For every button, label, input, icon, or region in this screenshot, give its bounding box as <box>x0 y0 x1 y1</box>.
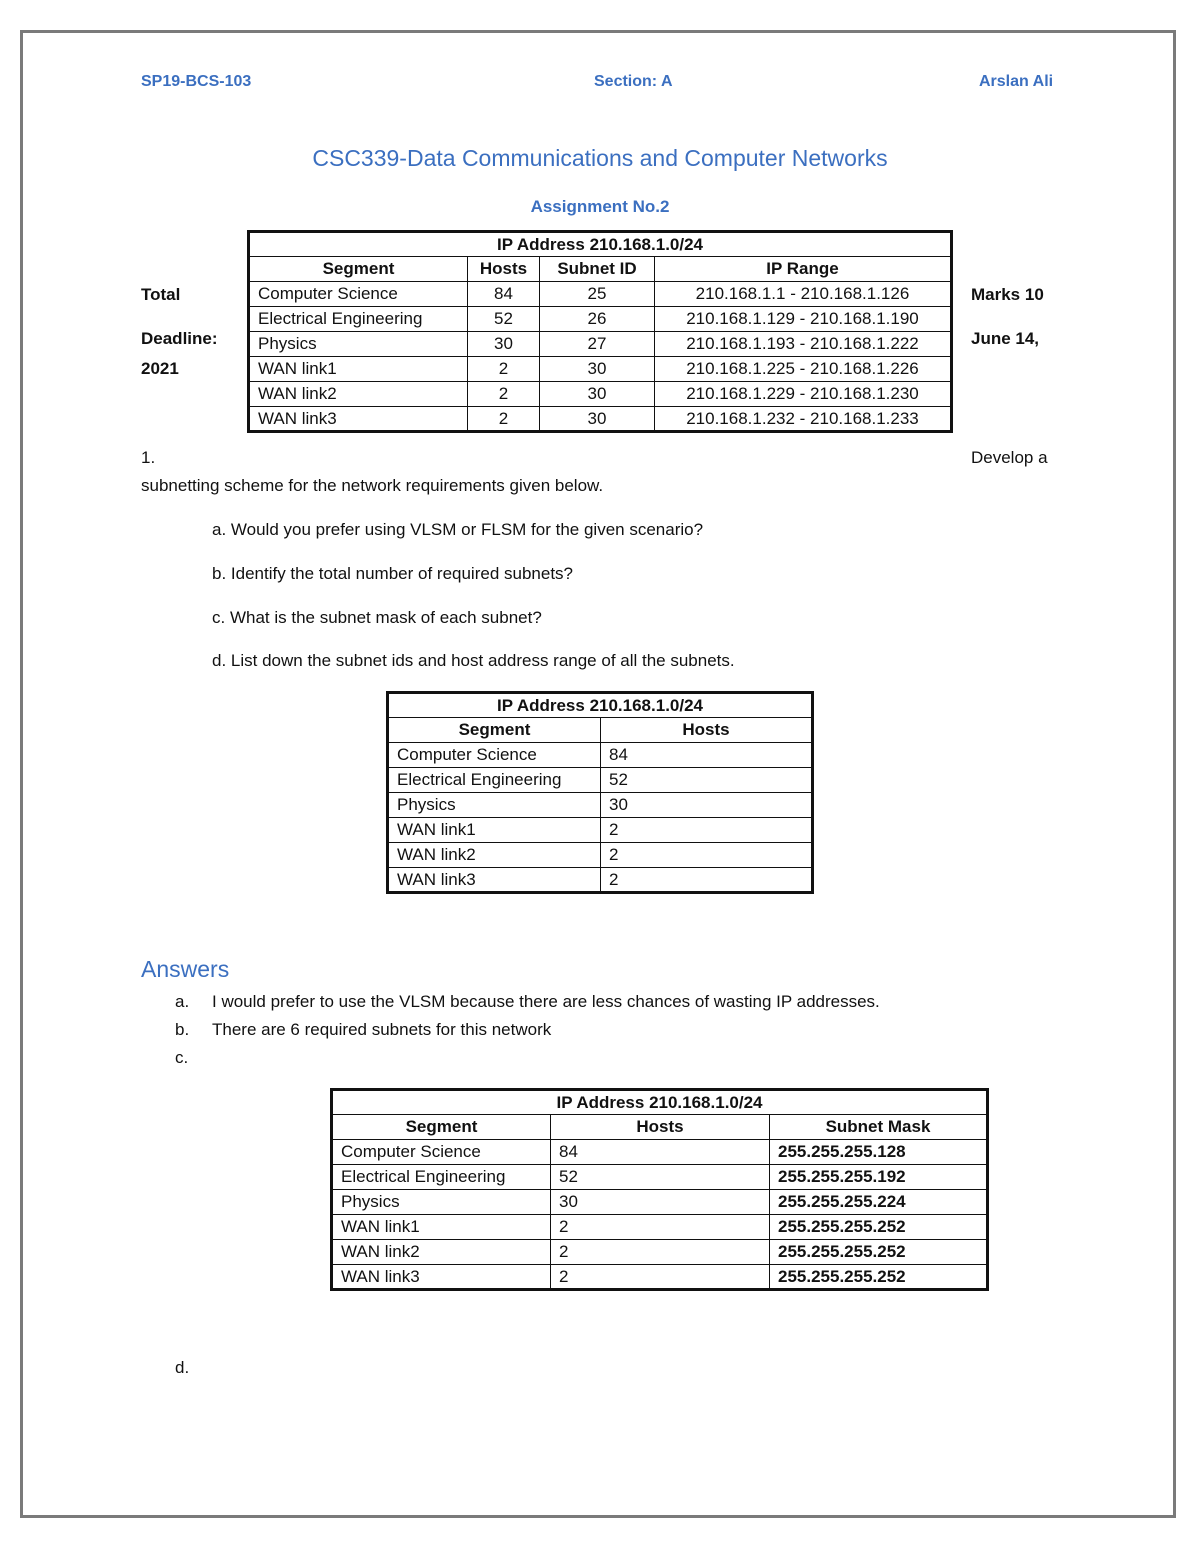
table-row <box>388 768 813 793</box>
table-row <box>332 1215 988 1240</box>
question-develop: Develop a <box>971 448 1048 467</box>
table-caption: IP Address 210.168.1.0/24 <box>388 693 813 718</box>
table-cell: 30 <box>540 407 655 432</box>
table-cell: 255.255.255.252 <box>770 1215 988 1240</box>
column-header: Segment <box>249 257 468 282</box>
table-cell: 2 <box>601 868 813 893</box>
table-cell: Physics <box>249 332 468 357</box>
subnet-mask-table <box>330 1088 989 1291</box>
table-row <box>388 743 813 768</box>
question-text: subnetting scheme for the network requirements given below. <box>141 476 604 495</box>
table-caption: IP Address 210.168.1.0/24 <box>332 1090 988 1115</box>
question-number: 1. <box>141 448 156 467</box>
table-cell: Electrical Engineering <box>332 1165 551 1190</box>
table-cell: 25 <box>540 282 655 307</box>
table-cell: 30 <box>551 1190 770 1215</box>
table-cell: 2 <box>468 407 540 432</box>
assignment-title: Assignment No.2 <box>530 197 670 216</box>
table-cell: 2 <box>601 843 813 868</box>
table-cell: 255.255.255.252 <box>770 1240 988 1265</box>
student-id: SP19-BCS-103 <box>141 73 252 90</box>
table-cell: 26 <box>540 307 655 332</box>
table-cell: WAN link2 <box>249 382 468 407</box>
column-header: Hosts <box>601 718 813 743</box>
table-row <box>249 357 952 382</box>
table-row <box>388 868 813 893</box>
column-header: Subnet ID <box>540 257 655 282</box>
table-cell: 210.168.1.225 - 210.168.1.226 <box>655 357 952 382</box>
table-cell: WAN link1 <box>388 818 601 843</box>
table-cell: 30 <box>540 357 655 382</box>
table-cell: 210.168.1.193 - 210.168.1.222 <box>655 332 952 357</box>
table-cell: Electrical Engineering <box>388 768 601 793</box>
table-cell: WAN link3 <box>332 1265 551 1290</box>
table-cell: WAN link2 <box>388 843 601 868</box>
table-cell: 52 <box>468 307 540 332</box>
table-row <box>249 382 952 407</box>
answer-label-c: c. <box>175 1048 189 1067</box>
total-label: Total <box>141 285 181 304</box>
table-cell: 30 <box>601 793 813 818</box>
table-cell: 210.168.1.129 - 210.168.1.190 <box>655 307 952 332</box>
page-title: CSC339-Data Communications and Computer Networks <box>312 145 888 171</box>
question-part-c: c. What is the subnet mask of each subnet? <box>212 608 542 627</box>
table-cell: 52 <box>551 1165 770 1190</box>
table-cell: WAN link2 <box>332 1240 551 1265</box>
answer-label-a: a. <box>175 992 190 1011</box>
table-row <box>332 1240 988 1265</box>
answer-label-d: d. <box>175 1358 190 1377</box>
table-caption: IP Address 210.168.1.0/24 <box>249 232 952 257</box>
table-cell: Computer Science <box>249 282 468 307</box>
deadline-label: Deadline: <box>141 329 218 348</box>
table-cell: Computer Science <box>332 1140 551 1165</box>
table-row <box>388 843 813 868</box>
table-row <box>249 407 952 432</box>
column-header: Segment <box>388 718 601 743</box>
subnet-id-table <box>247 230 953 433</box>
table-cell: 2 <box>468 357 540 382</box>
table-cell: 255.255.255.128 <box>770 1140 988 1165</box>
table-row <box>332 1265 988 1290</box>
question-part-b: b. Identify the total number of required subnets? <box>212 564 574 583</box>
table-cell: WAN link3 <box>249 407 468 432</box>
table-cell: 27 <box>540 332 655 357</box>
table-row <box>388 818 813 843</box>
student-name: Arslan Ali <box>979 73 1054 90</box>
table-cell: 2 <box>601 818 813 843</box>
column-header: Hosts <box>468 257 540 282</box>
table-cell: 255.255.255.252 <box>770 1265 988 1290</box>
table-cell: 255.255.255.224 <box>770 1190 988 1215</box>
deadline-year: 2021 <box>141 359 179 378</box>
table-cell: 52 <box>601 768 813 793</box>
answers-heading: Answers <box>141 956 230 982</box>
table-cell: Electrical Engineering <box>249 307 468 332</box>
question-part-a: a. Would you prefer using VLSM or FLSM for the given scenario? <box>212 520 704 539</box>
table-row <box>332 1165 988 1190</box>
hosts-table <box>386 691 814 894</box>
column-header: Segment <box>332 1115 551 1140</box>
table-cell: WAN link1 <box>249 357 468 382</box>
column-header: IP Range <box>655 257 952 282</box>
table-row <box>332 1140 988 1165</box>
table-cell: Physics <box>332 1190 551 1215</box>
table-cell: WAN link3 <box>388 868 601 893</box>
table-cell: 84 <box>601 743 813 768</box>
table-cell: 30 <box>540 382 655 407</box>
table-cell: 30 <box>468 332 540 357</box>
table-cell: 255.255.255.192 <box>770 1165 988 1190</box>
table-cell: 84 <box>551 1140 770 1165</box>
answer-label-b: b. <box>175 1020 190 1039</box>
table-cell: 84 <box>468 282 540 307</box>
table-row <box>249 307 952 332</box>
answer-text-a: I would prefer to use the VLSM because there are less chances of wasting IP addresses. <box>212 992 880 1011</box>
deadline-date: June 14, <box>971 329 1040 348</box>
section-label: Section: A <box>594 73 673 90</box>
table-cell: 2 <box>551 1215 770 1240</box>
table-cell: WAN link1 <box>332 1215 551 1240</box>
answer-text-b: There are 6 required subnets for this network <box>212 1020 552 1039</box>
table-cell: 2 <box>551 1265 770 1290</box>
table-row <box>332 1190 988 1215</box>
table-row <box>249 332 952 357</box>
table-cell: 2 <box>468 382 540 407</box>
table-cell: 210.168.1.1 - 210.168.1.126 <box>655 282 952 307</box>
table-cell: 2 <box>551 1240 770 1265</box>
table-row <box>249 282 952 307</box>
table-row <box>388 793 813 818</box>
table-cell: 210.168.1.229 - 210.168.1.230 <box>655 382 952 407</box>
question-part-d: d. List down the subnet ids and host address range of all the subnets. <box>212 651 735 670</box>
column-header: Hosts <box>551 1115 770 1140</box>
table-cell: 210.168.1.232 - 210.168.1.233 <box>655 407 952 432</box>
table-cell: Physics <box>388 793 601 818</box>
table-cell: Computer Science <box>388 743 601 768</box>
column-header: Subnet Mask <box>770 1115 988 1140</box>
marks-label: Marks 10 <box>971 285 1044 304</box>
